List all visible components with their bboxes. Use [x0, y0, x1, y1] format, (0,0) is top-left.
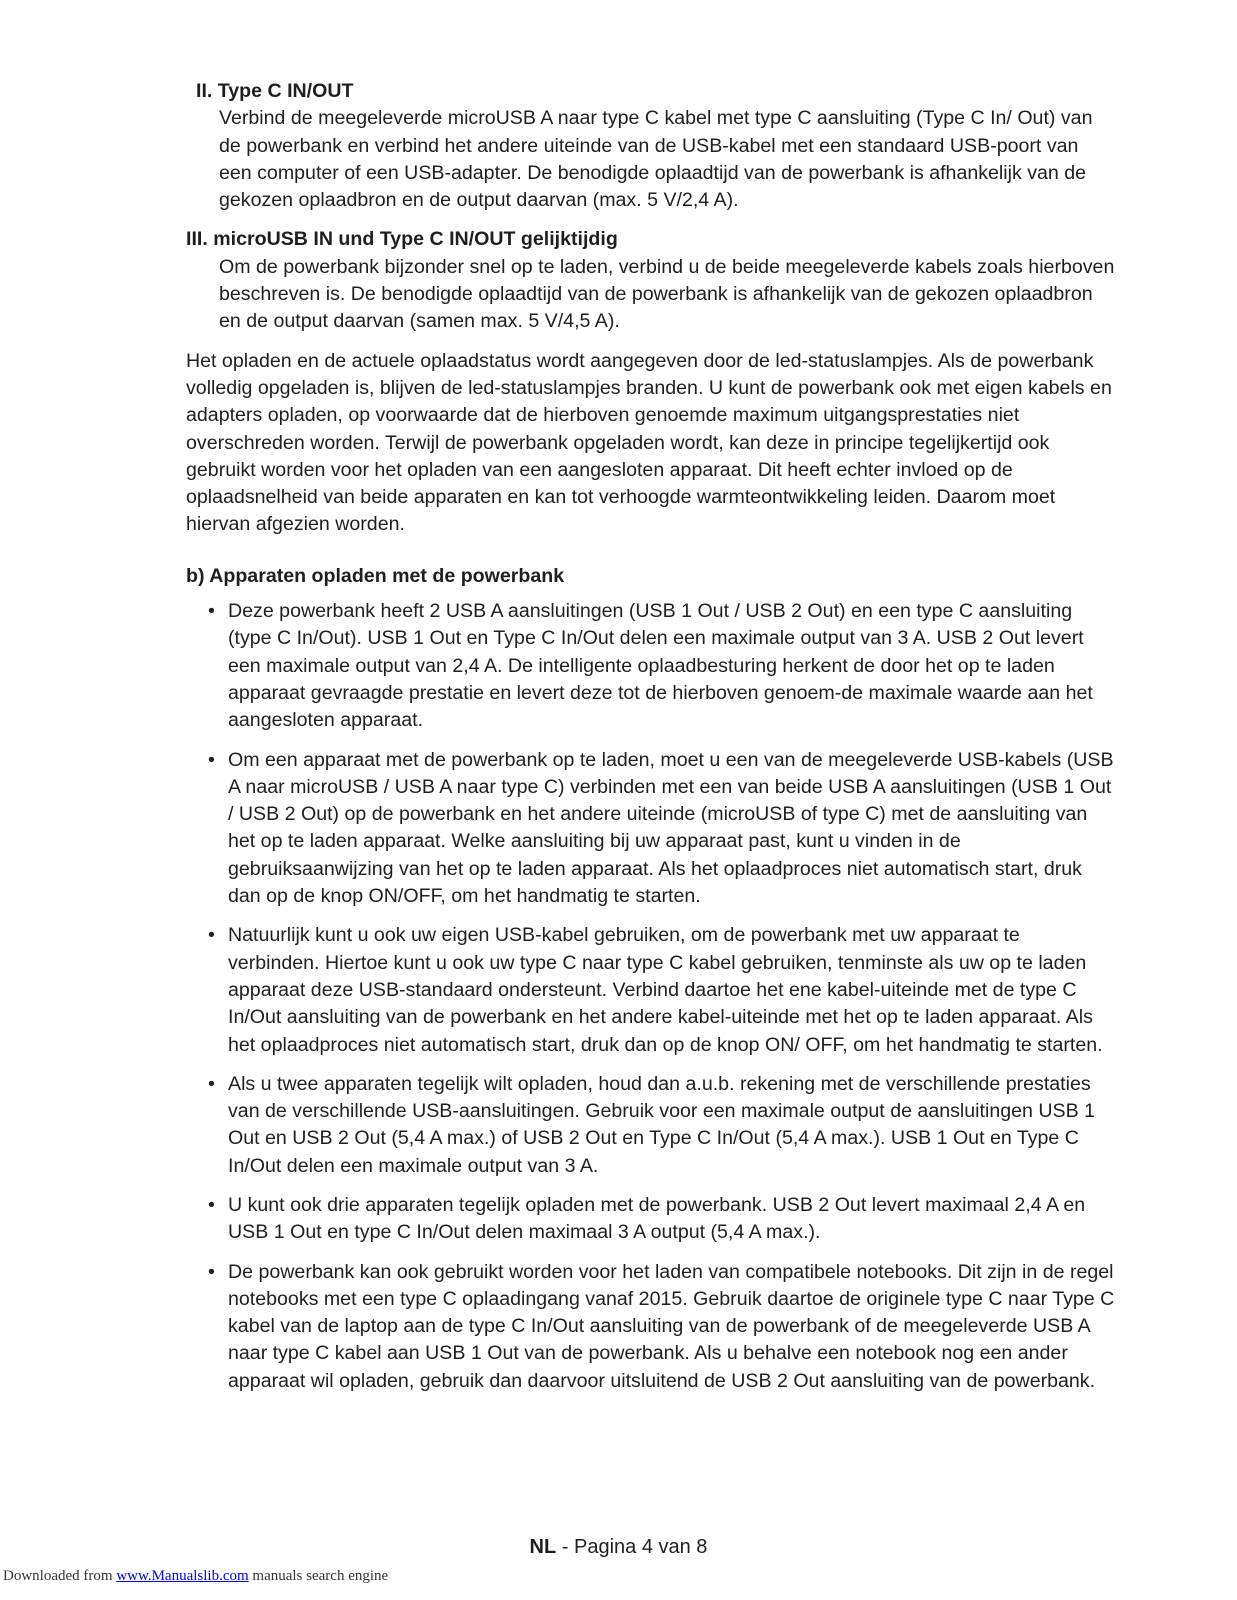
page-content: [186, 78, 1116, 1407]
footer-page-number: - Pagina 4 van 8: [556, 1536, 708, 1558]
section-b-heading: b) Apparaten opladen met de powerbank: [186, 564, 565, 587]
list-item: [186, 1071, 1116, 1180]
list-item: [186, 747, 1116, 911]
list-item: [186, 1259, 1116, 1395]
bullet-icon: •: [208, 748, 215, 771]
section-ii-text: Verbind de meegeleverde microUSB A naar type C kabel met type C aansluiting (Type C In/ Out) van de powerbank en verbind het andere uiteinde van de USB-kabel met een standaard USB-poort van een computer of een USB-adapter. De benodigde oplaadtijd van de powerbank is afhankelijk van de gekozen oplaadbron en de output daarvan (max. 5 V/2,4 A).: [219, 107, 1093, 212]
bullet-list: [186, 598, 1116, 1395]
list-item: [186, 1192, 1116, 1247]
list-item-text: Om een apparaat met de powerbank op te laden, moet u een van de meegeleverde USB-kabels (USB A naar microUSB / USB A naar type C) verbinden met een van beide USB A aansluitingen (USB 1 Out / USB 2 Out) op de powerbank en het andere uiteinde (microUSB of type C) met de aansluiting van het op te laden apparaat. Welke aansluiting bij uw apparaat past, kunt u vinden in de gebruiksaanwijzing van het op te laden apparaat. Als het oplaadproces niet automatisch start, druk dan op de knop ON/OFF, om het handmatig te starten.: [228, 748, 1114, 908]
download-suffix: manuals search engine: [248, 1568, 389, 1584]
list-item-text: U kunt ook drie apparaten tegelijk opladen met de powerbank. USB 2 Out levert maximaal 2,4 A en USB 1 Out en type C In/Out delen maximaal 3 A output (5,4 A max.).: [228, 1193, 1086, 1244]
list-item: [186, 922, 1116, 1058]
bullet-icon: •: [208, 1072, 215, 1095]
list-item-text: Als u twee apparaten tegelijk wilt opladen, houd dan a.u.b. rekening met de verschillende prestaties van de verschillende USB-aansluitingen. Gebruik voor een maximale output de aansluitingen USB 1 Out en USB 2 Out (5,4 A max.) of USB 2 Out en Type C In/Out (5,4 A max.). USB 1 Out en Type C In/Out delen een maximale output van 3 A.: [228, 1072, 1095, 1177]
download-notice: [3, 1568, 388, 1585]
download-prefix: Downloaded from: [3, 1568, 117, 1584]
charging-status-paragraph: Het opladen en de actuele oplaadstatus wordt aangegeven door de led-statuslampjes. Als de powerbank volledig opgeladen is, blijven de led-statuslampjes branden. U kunt de powerbank ook met eigen kabels en adapters opladen, op voorwaarde dat de hierboven genoemde maximum uitgangsprestaties niet overschreden worden. Terwijl de powerbank opgeladen wordt, kan deze in principe tegelijkertijd ook gebruikt worden voor het opladen van een aangesloten apparaat. Dit heeft echter invloed op de oplaadsnelheid van beide apparaten en kan tot verhoogde warmteontwikkeling leiden. Daarom moet hiervan afgezien worden.: [186, 349, 1112, 536]
list-item-text: Deze powerbank heeft 2 USB A aansluitingen (USB 1 Out / USB 2 Out) en een type C aansluiting (type C In/Out). USB 1 Out en Type C In/Out delen een maximale output van 3 A. USB 2 Out levert een maximale output van 2,4 A. De intelligente oplaadbesturing herkent de door het op te laden apparaat gevraagde prestatie en levert deze tot de hierboven genoem-de maximale waarde aan het aangesloten apparaat.: [228, 600, 1093, 732]
page-footer: [0, 1536, 1237, 1559]
bullet-icon: •: [208, 600, 215, 623]
section-iii-text: Om de powerbank bijzonder snel op te laden, verbind u de beide meegeleverde kabels zoals hierboven beschreven is. De benodigde oplaadtijd van de powerbank is afhankelijk van de gekozen oplaadbron en de output daarvan (samen max. 5 V/4,5 A).: [219, 255, 1115, 333]
list-item-text: De powerbank kan ook gebruikt worden voor het laden van compatibele notebooks. Dit zijn in de regel notebooks met een type C oplaadingang vanaf 2015. Gebruik daartoe de originele type C naar Type C kabel van de laptop aan de type C In/Out aansluiting van de powerbank of de meegeleverde USB A naar type C kabel aan USB 1 Out van de powerbank. Als u behalve een notebook nog een ander apparaat wil opladen, gebruik dan daarvoor uitsluitend de USB 2 Out aansluiting van de powerbank.: [228, 1260, 1115, 1392]
section-ii-heading: II. Type C IN/OUT: [196, 80, 354, 102]
bullet-icon: •: [208, 924, 215, 947]
footer-language: NL: [529, 1536, 557, 1558]
bullet-icon: •: [208, 1260, 215, 1283]
list-item-text: Natuurlijk kunt u ook uw eigen USB-kabel gebruiken, om de powerbank met uw apparaat te verbinden. Hiertoe kunt u ook uw type C naar type C kabel gebruiken, tenminste als uw op te laden apparaat deze USB-standaard ondersteunt. Verbind daartoe het ene kabel-uiteinde met de type C In/Out aansluiting van de powerbank en het andere kabel-uiteinde met het op te laden apparaat. Als het oplaadproces niet automatisch start, druk dan op de knop ON/ OFF, om het handmatig te starten.: [228, 924, 1103, 1056]
bullet-icon: •: [208, 1193, 215, 1216]
section-iii-heading: III. microUSB IN und Type C IN/OUT gelijktijdig: [186, 228, 618, 251]
manualslib-link[interactable]: www.Manualslib.com: [116, 1568, 249, 1584]
list-item: [186, 598, 1116, 734]
